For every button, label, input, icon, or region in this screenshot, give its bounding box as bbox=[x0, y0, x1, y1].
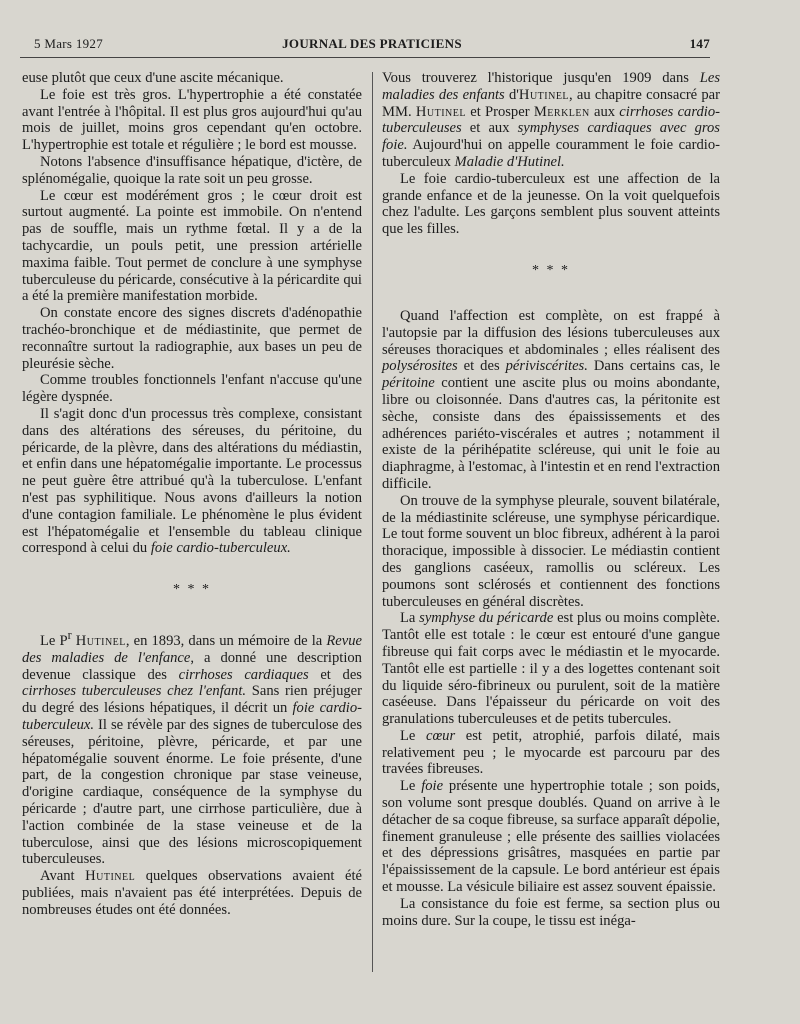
paragraph: Le cœur est petit, atrophié, parfois dilaté, mais relativement peu ; le myocarde est parcouru par des travées fibreuses. bbox=[382, 727, 720, 778]
header-rule bbox=[20, 57, 710, 58]
paragraph: euse plutôt que ceux d'une ascite mécanique. bbox=[22, 70, 284, 86]
right-column bbox=[382, 70, 720, 929]
paragraph: Vous trouverez l'historique jusqu'en 1909 dans Les maladies des enfants d'Hutinel, au chapitre consacré par MM. Hutinel et Prosper Merklen aux cirrhoses cardio-tuberculeuses et aux symphyses cardiaques avec gros foie. Aujourd'hui on appelle couramment le foie cardio-tuberculeux Maladie d'Hutinel. bbox=[382, 70, 721, 170]
paragraph: Le cœur est modérément gros ; le cœur droit est surtout augmenté. La pointe est immobile. On n'entend pas de souffle, mais un rythme fœtal. Il y a de la tachycardie, un pouls petit, une pression artérielle maxima faible. Tout permet de conclure à une symphyse tuberculeuse du péricarde, consécutive à la péricardite qui a été la première manifestation morbide. bbox=[22, 187, 362, 305]
left-column bbox=[22, 70, 362, 919]
paragraph: Le foie présente une hypertrophie totale ; son poids, son volume sont presque doublés. Quand on arrive à le détacher de sa coque fibreuse, sa surface apparaît dépolie, finement granuleuse ; elle présente des saillies violacées et des dépressions grisâtres, masquées en partie par l'épaississement de la capsule. Le bord antérieur est épais et mousse. La vésicule biliaire est assez souvent épaissie. bbox=[382, 778, 720, 896]
paragraph: Le foie cardio-tuberculeux est une affection de la grande enfance et de la jeunesse. On la voit quelquefois chez l'adulte. Les garçons semblent plus souvent atteints que les filles. bbox=[382, 170, 720, 238]
journal-title: JOURNAL DES PRATICIENS bbox=[282, 36, 462, 51]
paragraph: Comme troubles fonctionnels l'enfant n'accuse qu'une légère dyspnée. bbox=[22, 372, 362, 406]
paragraph: On constate encore des signes discrets d'adénopathie trachéo-bronchique et de médiastinite, que permet de reconnaître surtout la radiographie, aux bases un peu de pleurésie sèche. bbox=[22, 305, 362, 372]
paragraph: Avant Hutinel quelques observations avaient été publiées, mais n'avaient pas été interprétées. Depuis de nombreuses études ont été données. bbox=[22, 868, 362, 918]
running-header bbox=[34, 36, 710, 56]
section-break-asterism: * * * bbox=[532, 262, 570, 278]
paragraph: Le $P^r$ Hutinel, en 1893, dans un mémoire de la Revue des maladies de l'enfance, a donné une description devenue classique des cirrhoses cardiaques et des cirrhoses tuberculeuses chez l'enfant. Sans rien préjuger du degré des lésions hépatiques, il décrit un foie cardio-tuberculeux. Il se révèle par des signes de tuberculose des séreuses, péritoine, plèvre, péricarde, et par une hépatomégalie souvent énorme. Le foie présente, d'une part, de la congestion chronique par stase veineuse, d'origine cardiaque, conséquence de la symphyse du péricarde ; d'autre part, une cirrhose particulière, due à l'action combinée de la stase veineuse et de la tuberculose, ainsi que des lésions microscopiquement tuberculeuses. bbox=[22, 628, 363, 868]
paragraph: La consistance du foie est ferme, sa section plus ou moins dure. Sur la coupe, le tissu est inéga- bbox=[382, 895, 720, 929]
paragraph: Quand l'affection est complète, on est frappé à l'autopsie par la diffusion des lésions tuberculeuses aux séreuses thoraciques et abdominales ; elles réalisent des polysérosites et des périviscérites. Dans certains cas, le péritoine contient une ascite plus ou moins abondante, libre ou cloisonnée. Dans d'autres cas, la péritonite est sèche, consiste dans des épaississements et des adhérences pariéto-viscérales et autres ; notamment il existe de la périhépatite scléreuse, qui unit le foie au diaphragme, à l'estomac, à l'intestin et en rend l'extraction difficile. bbox=[382, 307, 720, 492]
paragraph: Notons l'absence d'insuffisance hépatique, d'ictère, de splénomégalie, quoique la rate soit un peu grosse. bbox=[22, 153, 362, 187]
paragraph: Le foie est très gros. L'hypertrophie a été constatée avant l'entrée à l'hôpital. Il est plus gros aujourd'hui qu'au mois de juillet, moins gros cependant qu'en octobre. L'hypertrophie est totale et régulière ; le bord est mousse. bbox=[22, 86, 362, 154]
issue-date: 5 Mars 1927 bbox=[34, 36, 104, 51]
section-break-asterism: * * * bbox=[173, 582, 211, 598]
paragraph: La symphyse du péricarde est plus ou moins complète. Tantôt elle est totale : le cœur est entouré d'une gangue fibreuse qui fait corps avec le médiastin et le myocarde. Tantôt elle est partielle : il y a des logettes contenant soit du liquide séro-fibrineux ou purulent, soit de la matière caséeuse. Dans l'épaisseur du péricarde on voit des granulations tuberculeuses et de petits tubercules. bbox=[382, 610, 720, 728]
paragraph: On trouve de la symphyse pleurale, souvent bilatérale, de la médiastinite scléreuse, une symphyse péricardique. Le tout forme souvent un bloc fibreux, adhérent à la paroi thoracique, impossible à dissocier. Le médiastin contient des ganglions caséeux, ramollis ou scléreux. Les poumons sont sclérosés et contiennent des fonctions tuberculeuses en général discrètes. bbox=[382, 492, 720, 610]
column-divider bbox=[372, 72, 373, 972]
paragraph: Il s'agit donc d'un processus très complexe, consistant dans des altérations des séreuses, du péritoine, du péricarde, de la plèvre, dans des altérations du médiastin, et enfin dans une hépatomégalie importante. Le processus ne peut guère être attribué qu'à la tuberculose. L'enfant n'est pas syphilitique. Nous avons d'ailleurs la notion d'une contagion familiale. Le phénomène le plus évident est l'hépatomégalie et l'ensemble du tableau clinique correspond à celui du foie cardio-tuberculeux. bbox=[22, 405, 362, 557]
page-number: 147 bbox=[689, 36, 710, 51]
